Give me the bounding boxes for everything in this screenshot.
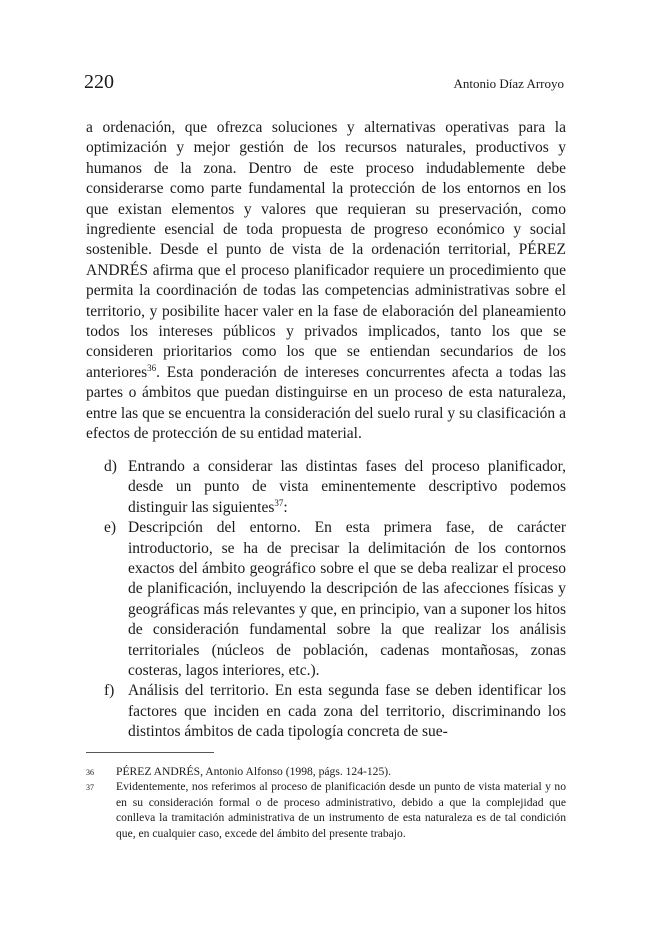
footnote-37 [86, 779, 566, 841]
footnote-36 [86, 764, 566, 779]
list-marker: d) [104, 458, 117, 475]
page-number: 220 [84, 71, 114, 93]
list-item-tail: : [283, 498, 288, 516]
footnotes [86, 764, 566, 841]
list-item-d [86, 457, 566, 518]
paragraph-text-continued: . Esta ponderación de intereses concurrentes afecta a todas las partes o ámbitos que puedan distinguirse en un proceso de esta naturaleza, entre las que se encuentra la consideración del suelo rural y su clasificación a efectos de protección de su entidad material. [86, 363, 566, 443]
list-marker: e) [104, 519, 117, 537]
list-item-text: Análisis del territorio. En esta segunda fase se deben identificar los factores que inciden en cada zona del territorio, discriminando los distintos ámbitos de cada tipología concreta de sue- [128, 682, 566, 741]
footnote-ref-36[interactable]: 36 [147, 362, 157, 373]
page-header [84, 71, 564, 101]
footnote-text: Evidentemente, nos referimos al proceso de planificación desde un punto de vista material y no en su consideración formal o de proceso administrativo, debido a que la complejidad que conlleva la tramitación administrativa de un instrumento de esta naturaleza es de tal condición que, en cualquier caso, excede del ámbito del presente trabajo. [116, 780, 566, 840]
footnote-number: 37 [86, 783, 94, 793]
running-head: Antonio Díaz Arroyo [453, 76, 564, 91]
list-marker: f) [104, 682, 115, 700]
paragraph-text: a ordenación, que ofrezca soluciones y alternativas operativas para la optimización y mejor gestión de los recursos naturales, productivos y humanos de la zona. Dentro de este proceso indudablemente debe considerarse como parte fundamental la protección de los entornos en los que existan elementos y valores que requieran su preservación, como ingrediente esencial de toda propuesta de progreso económico y social sostenible. Desde el punto de vista de la ordenación territorial, PÉREZ ANDRÉS afirma que el proceso planificador requiere un procedimiento que permita la coordinación de todas las competencias administrativas sobre el territorio, y posibilite hacer valer en la fase de elaboración del planeamiento todos los intereses públicos y privados implicados, tanto los que se consideren prioritarios como los que se entiendan secundarios de los anteriores [86, 119, 566, 381]
list-item-e [86, 518, 566, 681]
footnote-ref-37[interactable]: 37 [274, 497, 284, 508]
list-item-text: Entrando a considerar las distintas fases del proceso planificador, desde un punto de vista eminentemente descriptivo podemos distinguir las siguientes [128, 458, 566, 516]
phase-list [86, 457, 566, 743]
body-paragraph [86, 118, 566, 445]
footnote-divider [86, 752, 214, 753]
footnote-number: 36 [86, 768, 94, 777]
list-item-f [86, 681, 566, 742]
footnote-text: PÉREZ ANDRÉS, Antonio Alfonso (1998, págs. 124-125). [116, 765, 392, 778]
list-item-text: Descripción del entorno. En esta primera fase, de carácter introductorio, se ha de precisar la delimitación de los contornos exactos del ámbito geográfico sobre el que se deba realizar el proceso de planificación, incluyendo la descripción de las afecciones físicas y geográficas más relevantes y que, en principio, van a suponer los hitos de consideración fundamental sobre la que realizar los análisis territoriales (núcleos de población, cadenas montañosas, zonas costeras, lagos interiores, etc.). [128, 519, 566, 680]
